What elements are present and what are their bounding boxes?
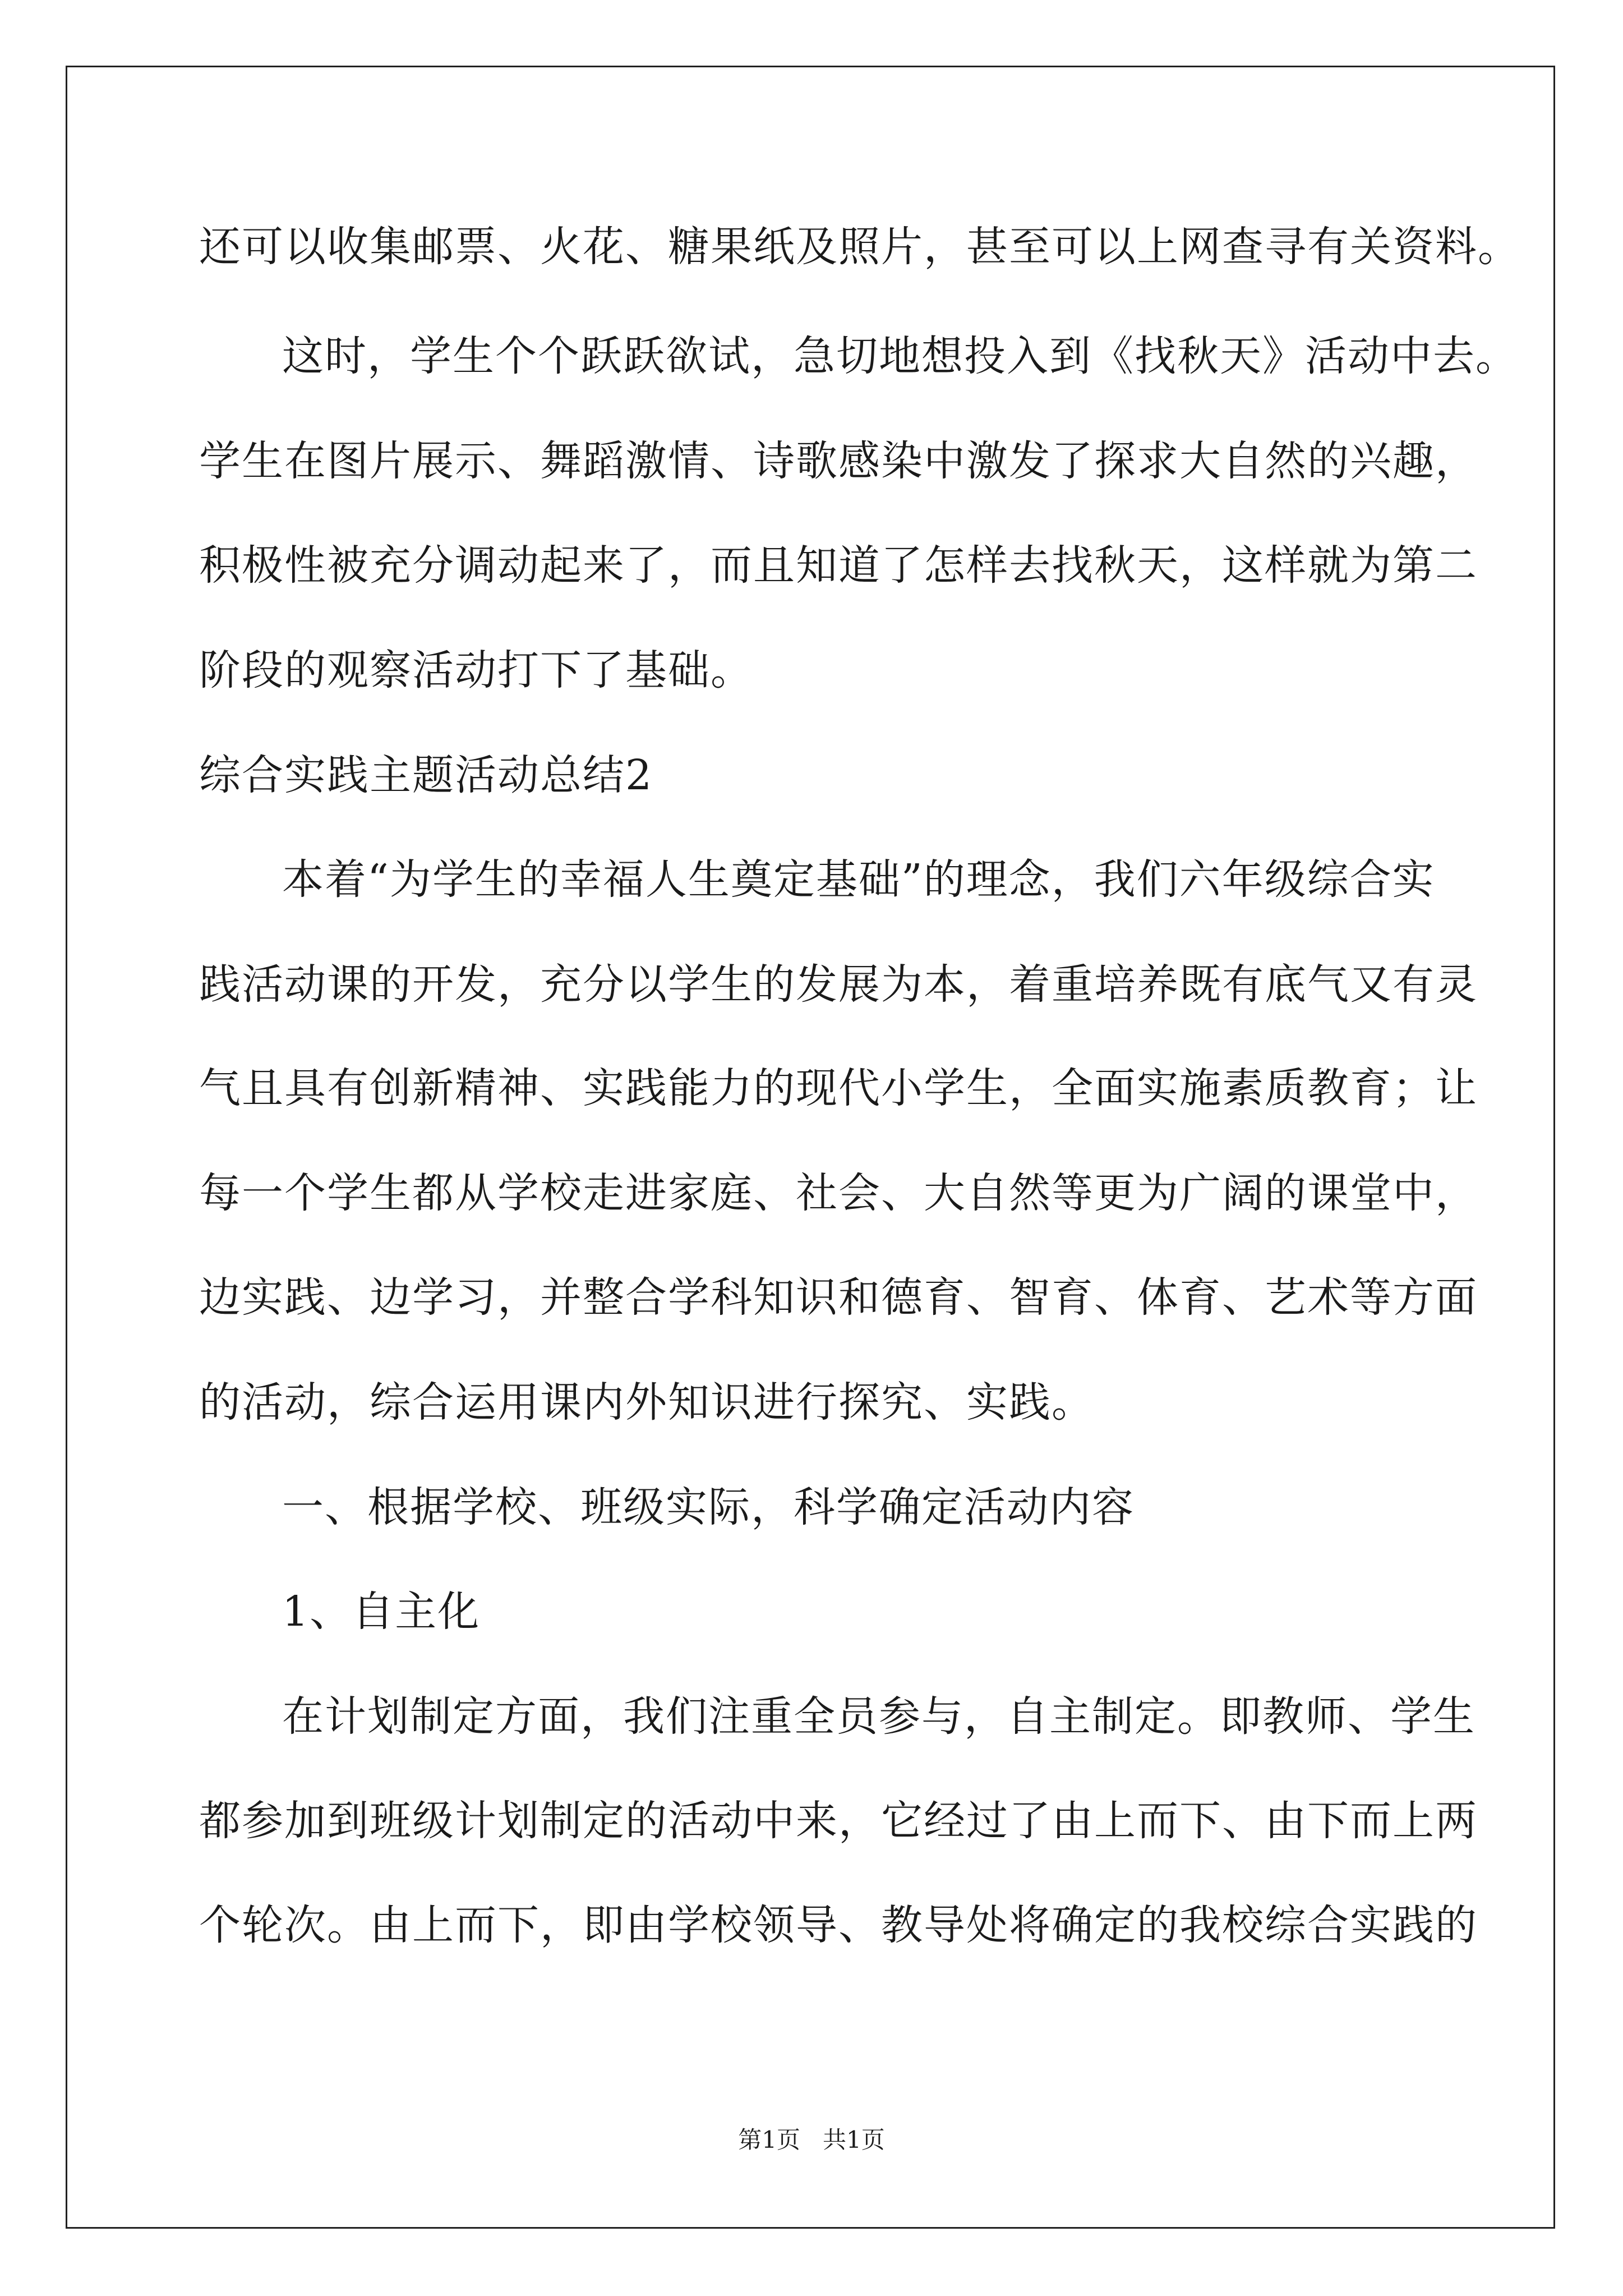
paragraph-line-10: 每一个学生都从学校走进家庭、社会、大自然等更为广阔的课堂中，: [199, 1169, 1478, 1217]
page-number-footer: 第1页 共1页: [738, 2126, 885, 2154]
section-heading: 综合实践主题活动总结2: [199, 751, 653, 799]
paragraph-line-11: 边实践、边学习，并整合学科知识和德育、智育、体育、艺术等方面: [199, 1273, 1478, 1322]
paragraph-line-9: 气且具有创新精神、实践能力的现代小学生，全面实施素质教育；让: [199, 1064, 1478, 1112]
paragraph-line-3: 学生在图片展示、舞蹈激情、诗歌感染中激发了探求大自然的兴趣，: [199, 437, 1478, 485]
paragraph-line-8: 践活动课的开发，充分以学生的发展为本，着重培养既有底气又有灵: [199, 960, 1478, 1009]
paragraph-line-5: 阶段的观察活动打下了基础。: [199, 646, 753, 694]
subheading-1: 一、根据学校、班级实际，科学确定活动内容: [282, 1483, 1135, 1531]
paragraph-line-2: 这时，学生个个跃跃欲试，急切地想投入到《找秋天》活动中去。: [282, 332, 1518, 380]
paragraph-line-1: 还可以收集邮票、火花、糖果纸及照片，甚至可以上网查寻有关资料。: [199, 223, 1520, 271]
paragraph-line-17: 个轮次。由上而下，即由学校领导、教导处将确定的我校综合实践的: [199, 1901, 1478, 1949]
paragraph-line-7: 本着“为学生的幸福人生奠定基础”的理念，我们六年级综合实: [282, 855, 1435, 904]
paragraph-line-16: 都参加到班级计划制定的活动中来，它经过了由上而下、由下而上两: [199, 1797, 1478, 1845]
paragraph-line-12: 的活动，综合运用课内外知识进行探究、实践。: [199, 1378, 1094, 1427]
paragraph-line-15: 在计划制定方面，我们注重全员参与，自主制定。即教师、学生: [282, 1692, 1476, 1741]
paragraph-line-4: 积极性被充分调动起来了，而且知道了怎样去找秋天，这样就为第二: [199, 541, 1478, 590]
subheading-2: 1、自主化: [282, 1588, 481, 1636]
